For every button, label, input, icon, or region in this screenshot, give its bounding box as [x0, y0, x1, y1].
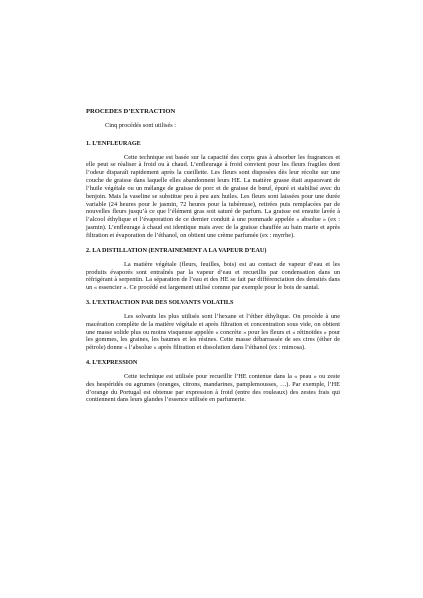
section-heading: 4. L’EXPRESSION	[86, 359, 138, 367]
section-heading: 1. L’ENFLEURAGE	[86, 139, 141, 147]
section-distillation	[86, 247, 340, 292]
document-title: PROCEDES D’EXTRACTION	[86, 108, 176, 115]
section-heading: 3. L’EXTRACTION PAR DES SOLVANTS VOLATILS	[86, 299, 234, 307]
section-paragraph: La matière végétale (fleurs, feuilles, bois) est au contact de vapeur d’eau et les produits évaporés sont entraînés par la vapeur d’eau et recueillis par condensation dans un réfrigérant à serpentin. La séparation de l’eau et des HE se fait par différenciation des densités dans un « essencier ». Ce procédé est largement utilisé comme par exemple pour le bois de santal.	[86, 260, 340, 292]
section-enfleurage	[86, 140, 340, 240]
section-paragraph: Cette technique est basée sur la capacité des corps gras à absorber les fragrances et elle peut se réaliser à froid ou à chaud. L’enfleurage à froid convient pour les fleurs fragiles dont l’odeur disparaît rapidement après la cueillette. Les fleurs sont disposées dès leur récolte sur une couche de graisse dans laquelle elles abandonnent leurs HE. La matière grasse était auparavant de l’huile végétale ou un mélange de graisse de porc et de graisse de bœuf, épuré et stabilisé avec du benjoin. Mais la vaseline se substitue peu à peu aux huiles. Les fleurs sont laissées pour une durée variable (24 heures pour le jasmin, 72 heures pour la tubéreuse), retirées puis remplacées par de nouvelles fleurs jusqu’à ce que l’élément gras soit saturé de parfum. La graisse est ensuite lavée à l’alcool éthylique et l’évaporation de ce dernier conduit à une pommade appelée « absolue » (ex : jasmin). L’enfleurage à chaud est identique mais avec de la graisse chauffée au bain marie et après filtration et évaporation de l’éthanol, on obtient une crème parfumée (ex : myrrhe).	[86, 153, 340, 239]
section-paragraph: Cette technique est utilisée pour recueillir l’HE contenue dans la « peau » ou zeste des hespéridés ou agrumes (oranges, citrons, mandarines, pamplemousses, …). Par exemple, l’HE d’orange du Portugal est obtenue par expression à froid (entre des rouleaux) des zestes frais qui contiennent dans leurs glandes l’essence utilisée en parfumerie.	[86, 372, 340, 404]
section-paragraph: Les solvants les plus utilisés sont l’hexane et l’éther éthylique. On procède à une macération complète de la matière végétale et après filtration et concentration sous vide, on obtient une masse solide plus ou moins visqueuse appelée « concrète » pour les fleurs et « rétinoïdes » pour les gommes, les graines, les baumes et les résines. Cette masse débarrassée de ses cires (éther de pétrole) donne « l’absolue » après filtration et dissolution dans l’éthanol (ex : mimosa).	[86, 312, 340, 352]
section-expression	[86, 359, 340, 404]
section-heading: 2. LA DISTILLATION (ENTRAINEMENT A LA VAPEUR D’EAU)	[86, 246, 267, 254]
section-extraction-solvants	[86, 299, 340, 352]
intro-text: Cinq procédés sont utilisés :	[105, 121, 177, 129]
document-page	[86, 108, 340, 411]
